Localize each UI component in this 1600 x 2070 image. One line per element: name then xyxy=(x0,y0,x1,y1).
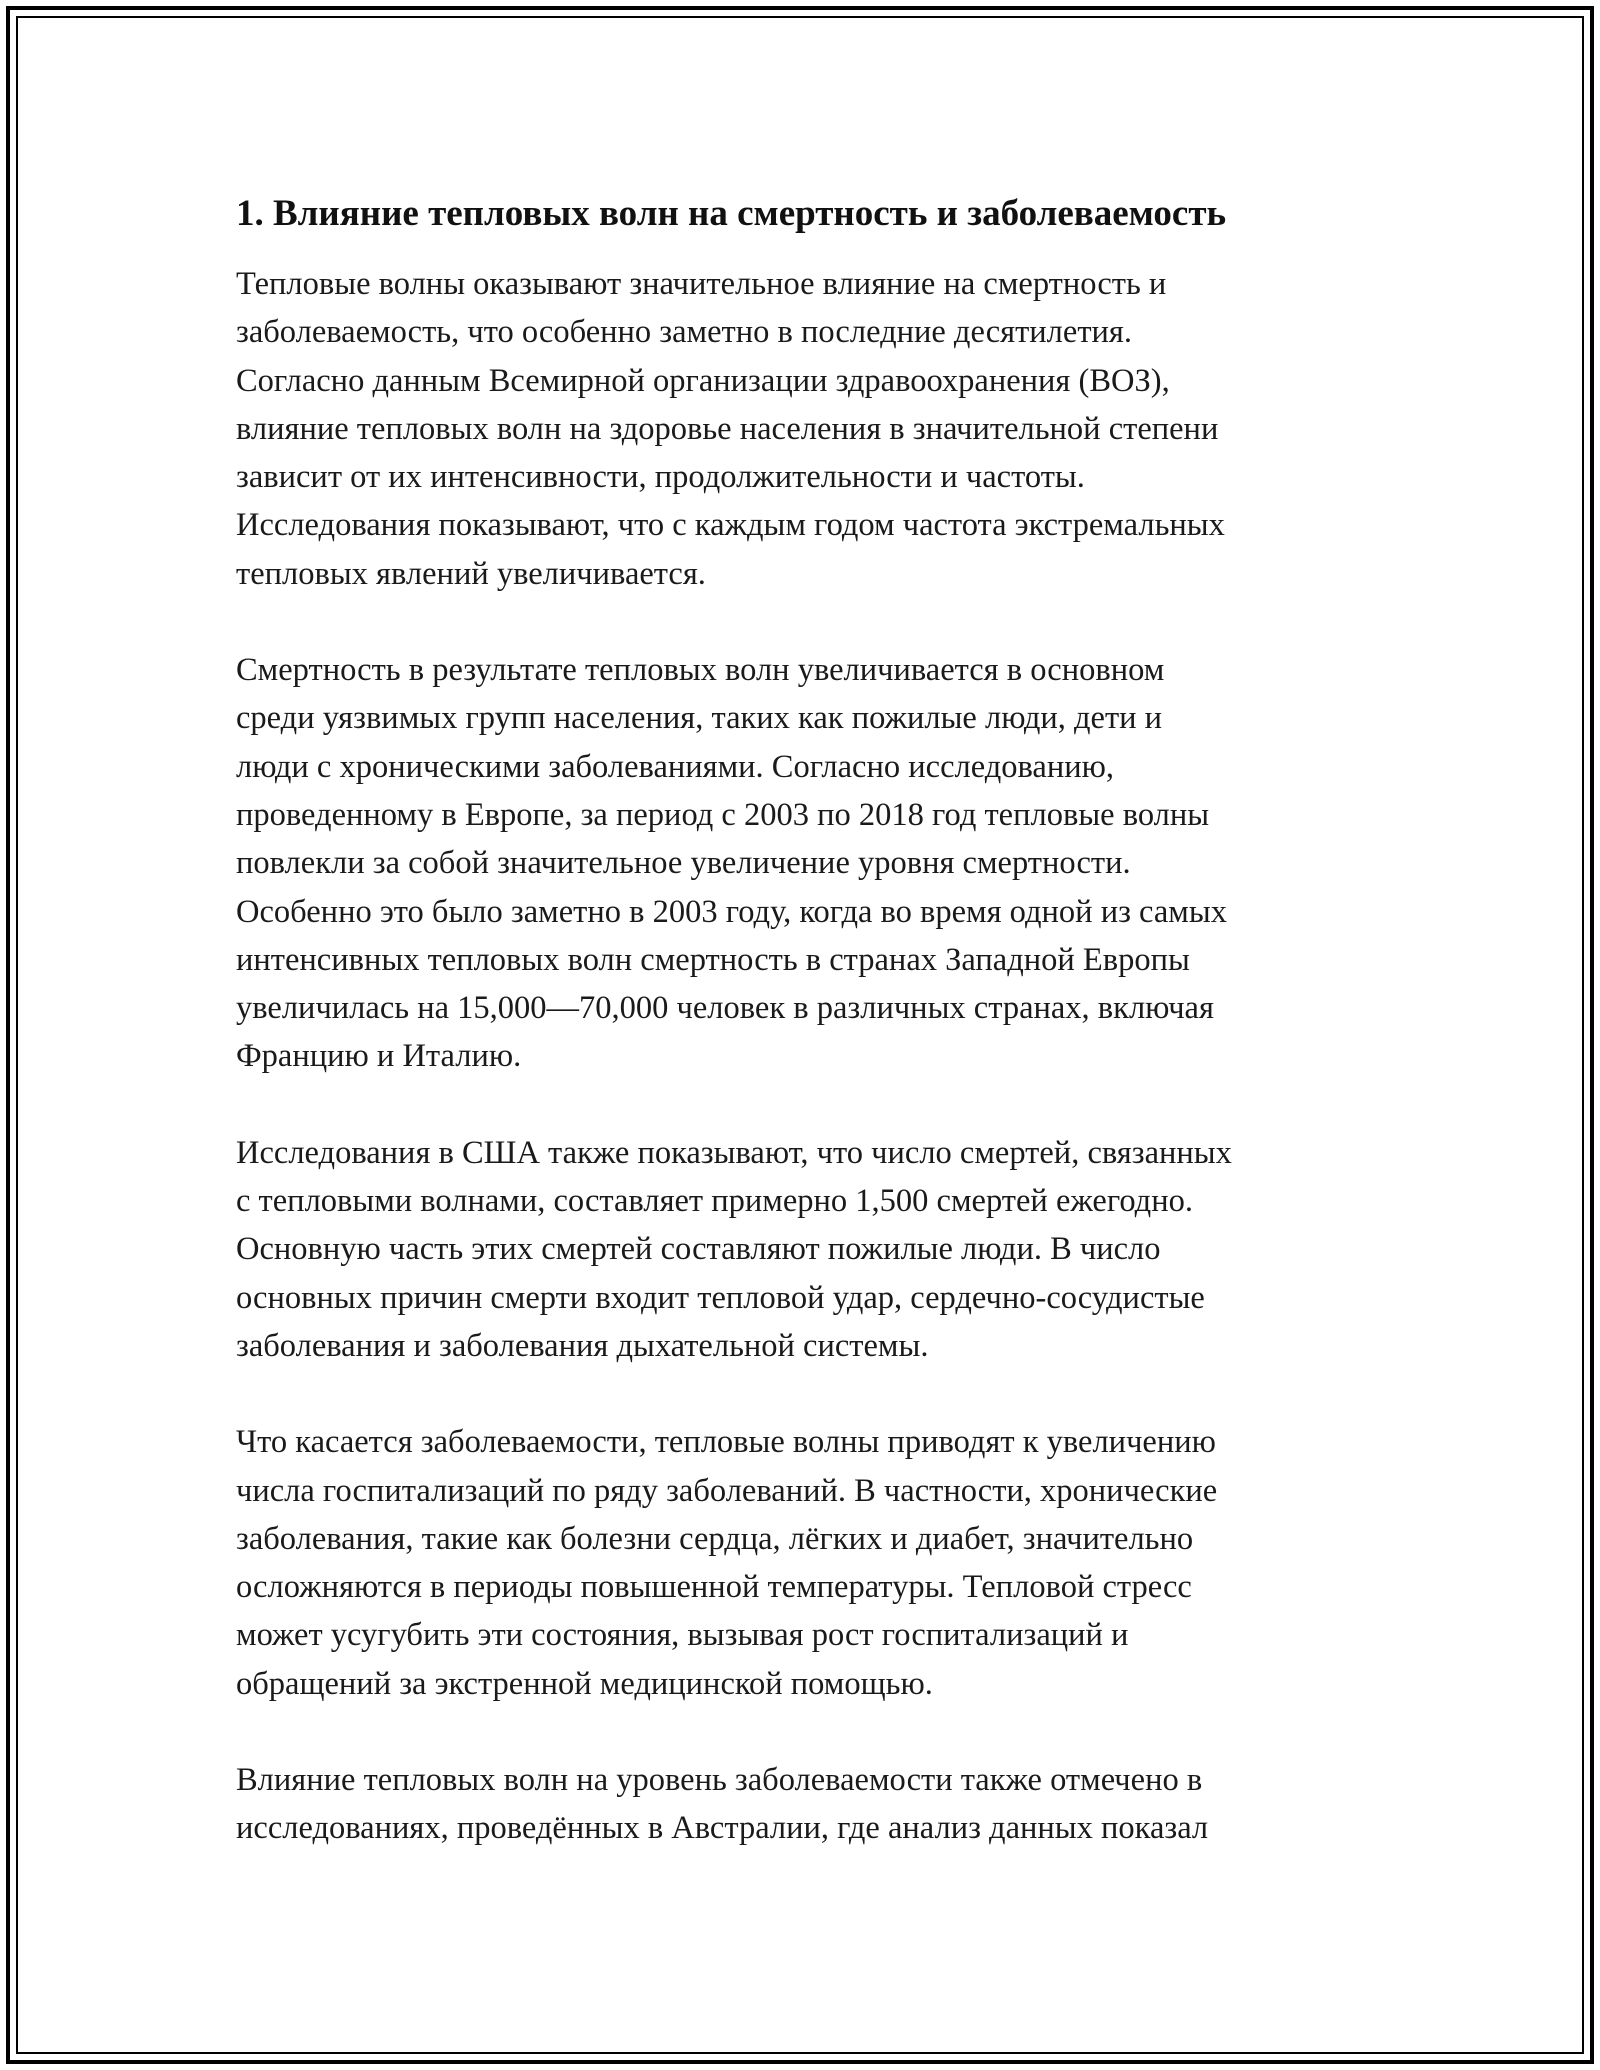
text-line: Исследования показывают, что с каждым годом частота экстремальных xyxy=(236,507,1225,544)
text-line: Исследования в США также показывают, что число смертей, связанных xyxy=(236,1134,1232,1171)
paragraph-3 xyxy=(236,1129,1376,1370)
text-line: исследованиях, проведённых в Австралии, где анализ данных показал xyxy=(236,1810,1209,1847)
text-line: повлекли за собой значительное увеличение уровня смертности. xyxy=(236,845,1131,882)
text-line: влияние тепловых волн на здоровье населения в значительной степени xyxy=(236,410,1219,447)
section-heading: 1. Влияние тепловых волн на смертность и заболеваемость xyxy=(236,193,1227,234)
text-line: заболевания и заболевания дыхательной системы. xyxy=(236,1327,929,1364)
text-line: Что касается заболеваемости, тепловые волны приводят к увеличению xyxy=(236,1424,1216,1461)
text-line: Особенно это было заметно в 2003 году, когда во время одной из самых xyxy=(236,893,1227,930)
text-line: осложняются в периоды повышенной температуры. Тепловой стресс xyxy=(236,1569,1192,1606)
text-line: обращений за экстренной медицинской помощью. xyxy=(236,1665,933,1702)
text-line: увеличилась на 15,000—70,000 человек в различных странах, включая xyxy=(236,990,1214,1027)
text-line: среди уязвимых групп населения, таких как пожилые люди, дети и xyxy=(236,700,1163,737)
text-line: с тепловыми волнами, составляет примерно 1,500 смертей ежегодно. xyxy=(236,1183,1193,1220)
paragraph-2 xyxy=(236,646,1376,1081)
text-line: может усугубить эти состояния, вызывая рост госпитализаций и xyxy=(236,1617,1129,1654)
text-line: заболеваемость, что особенно заметно в последние десятилетия. xyxy=(236,314,1132,351)
text-line: люди с хроническими заболеваниями. Согласно исследованию, xyxy=(236,748,1115,785)
text-line: Францию и Италию. xyxy=(236,1038,522,1075)
text-line: заболевания, такие как болезни сердца, лёгких и диабет, значительно xyxy=(236,1520,1194,1557)
text-line: Влияние тепловых волн на уровень заболеваемости также отмечено в xyxy=(236,1762,1203,1799)
text-line: числа госпитализаций по ряду заболеваний. В частности, хронические xyxy=(236,1472,1218,1509)
text-line: Основную часть этих смертей составляют пожилые люди. В число xyxy=(236,1231,1161,1268)
text-line: Смертность в результате тепловых волн увеличивается в основном xyxy=(236,652,1165,689)
text-line: проведенному в Европе, за период с 2003 по 2018 год тепловые волны xyxy=(236,796,1210,833)
paragraph-4 xyxy=(236,1418,1376,1708)
text-line: тепловых явлений увеличивается. xyxy=(236,555,706,592)
text-line: Согласно данным Всемирной организации здравоохранения (ВОЗ), xyxy=(236,362,1170,399)
paragraph-5 xyxy=(236,1756,1376,1853)
text-line: интенсивных тепловых волн смертность в странах Западной Европы xyxy=(236,941,1190,978)
paragraph-1 xyxy=(236,260,1376,598)
text-line: зависит от их интенсивности, продолжительности и частоты. xyxy=(236,459,1085,496)
document-body xyxy=(236,188,1376,1901)
text-line: основных причин смерти входит тепловой удар, сердечно-сосудистые xyxy=(236,1279,1205,1316)
text-line: Тепловые волны оказывают значительное влияние на смертность и xyxy=(236,266,1167,302)
